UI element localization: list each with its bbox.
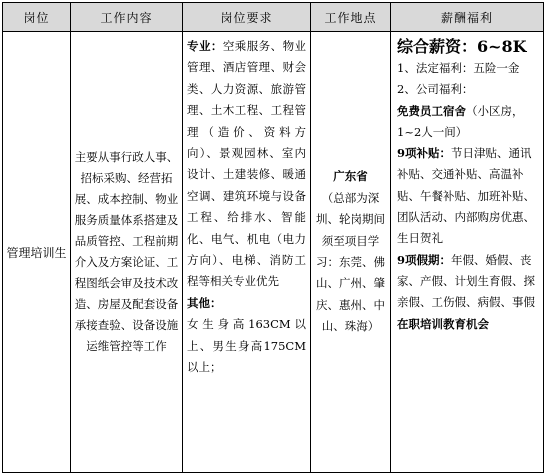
leave-label: 9项假期： (397, 252, 452, 267)
subsidy-text: 节日津贴、通讯补贴、交通补贴、高温补贴、午餐补贴、加班补贴、团队活动、内部购房优惠、生日贺礼 (397, 146, 535, 246)
header-benefits: 薪酬福利 (391, 3, 544, 32)
company-benefits: 2、公司福利： (397, 82, 474, 97)
cell-benefits (391, 32, 544, 473)
subsidy-label: 9项补贴： (397, 146, 452, 161)
header-requirements: 岗位要求 (183, 3, 311, 32)
salary-text: 综合薪资：6~8K (397, 37, 527, 56)
other-label: 其他： (187, 295, 222, 310)
cell-requirements (183, 32, 311, 473)
leave-text: 年假、婚假、丧家、产假、计划生育假、探亲假、工伤假、病假、事假 (397, 252, 535, 310)
dorm-text: （小区房，1~2人一间） (397, 103, 524, 139)
dorm-label: 免费员工宿舍 (397, 103, 466, 118)
recruitment-table (2, 2, 544, 473)
cell-job-content: 主要从事行政人事、招标采购、经营拓展、成本控制、物业服务质量体系搭建及品质管控、工程前期介入及方案论证、工程图纸会审及技术改造、房屋及配套设备承接查验、设备设施运维管控等工作 (71, 32, 183, 473)
header-position: 岗位 (3, 3, 71, 32)
header-location: 工作地点 (311, 3, 391, 32)
major-label: 专业： (187, 39, 223, 53)
cell-position: 管理培训生 (3, 32, 71, 473)
other-text: 女生身高163CM以上、男生身高175CM以上； (187, 317, 306, 375)
header-content: 工作内容 (71, 3, 183, 32)
location-detail: （总部为深圳、轮岗期间须至项目学习：东莞、佛山、广州、肇庆、惠州、中山、珠海） (316, 190, 385, 334)
training-text: 在职培训教育机会 (397, 316, 489, 331)
table-row (3, 32, 544, 473)
table-header-row (3, 3, 544, 32)
major-text: 空乘服务、物业管理、酒店管理、财会类、人力资源、旅游管理、土木工程、工程管理（造价、资料方向）、景观园林、室内设计、土建装修、暖通空调、建筑环境与设备工程、给排水、智能化、电气、机电（电力方向）、电梯、消防工程等相关专业优先 (187, 39, 307, 289)
legal-benefits: 1、法定福利：五险一金 (397, 61, 520, 75)
recruitment-table-container (2, 2, 543, 469)
location-province: 广东省 (333, 169, 368, 184)
cell-location (311, 32, 391, 473)
